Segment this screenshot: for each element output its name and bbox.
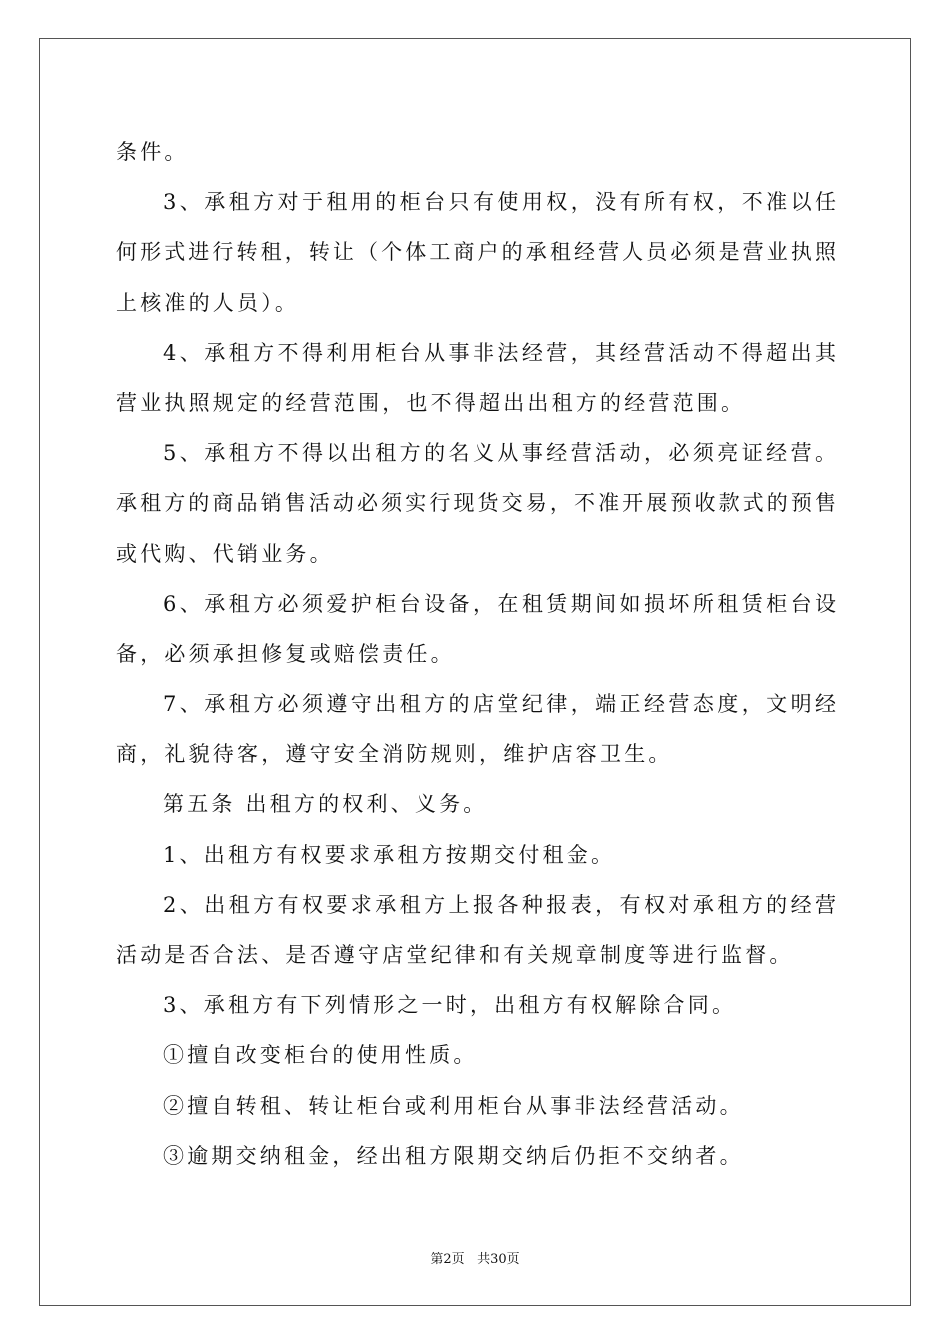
text-line: 条件。	[116, 140, 189, 164]
text-line: 何形式进行转租，转让（个体工商户的承租经营人员必须是营业执照	[116, 240, 836, 265]
text-line: 商，礼貌待客，遵守安全消防规则，维护店容卫生。	[116, 742, 673, 767]
page-total: 共30页	[477, 1252, 520, 1267]
text-line: 上核准的人员）。	[116, 290, 300, 315]
text-line: 活动是否合法、是否遵守店堂纪律和有关规章制度等进行监督。	[116, 943, 794, 967]
text-line: 5、承租方不得以出租方的名义从事经营活动，必须亮证经营。	[163, 441, 836, 466]
text-line: ③逾期交纳租金，经出租方限期交纳后仍拒不交纳者。	[163, 1143, 744, 1168]
text-line: 2、出租方有权要求承租方上报各种报表，有权对承租方的经营	[163, 892, 836, 917]
text-line: 6、承租方必须爱护柜台设备，在租赁期间如损坏所租赁柜台设	[163, 591, 836, 616]
text-line: ②擅自转租、转让柜台或利用柜台从事非法经营活动。	[163, 1093, 744, 1118]
text-line: 营业执照规定的经营范围，也不得超出出租方的经营范围。	[116, 390, 746, 415]
document-body	[116, 127, 836, 1181]
text-line: 3、承租方对于租用的柜台只有使用权，没有所有权，不准以任	[163, 190, 836, 215]
text-line: 承租方的商品销售活动必须实行现货交易，不准开展预收款式的预售	[116, 491, 836, 516]
text-line: 7、承租方必须遵守出租方的店堂纪律，端正经营态度，文明经	[163, 692, 836, 717]
text-line: 1、出租方有权要求承租方按期交付租金。	[163, 842, 616, 867]
text-line: ①擅自改变柜台的使用性质。	[163, 1043, 478, 1068]
page-footer	[0, 1248, 950, 1267]
page-number: 第2页	[430, 1252, 465, 1267]
text-line: 或代购、代销业务。	[116, 541, 334, 566]
text-line: 第五条 出租方的权利、义务。	[163, 792, 488, 817]
text-line: 3、承租方有下列情形之一时，出租方有权解除合同。	[163, 993, 737, 1018]
text-line: 4、承租方不得利用柜台从事非法经营，其经营活动不得超出其	[163, 340, 836, 365]
text-line: 备，必须承担修复或赔偿责任。	[116, 641, 455, 666]
